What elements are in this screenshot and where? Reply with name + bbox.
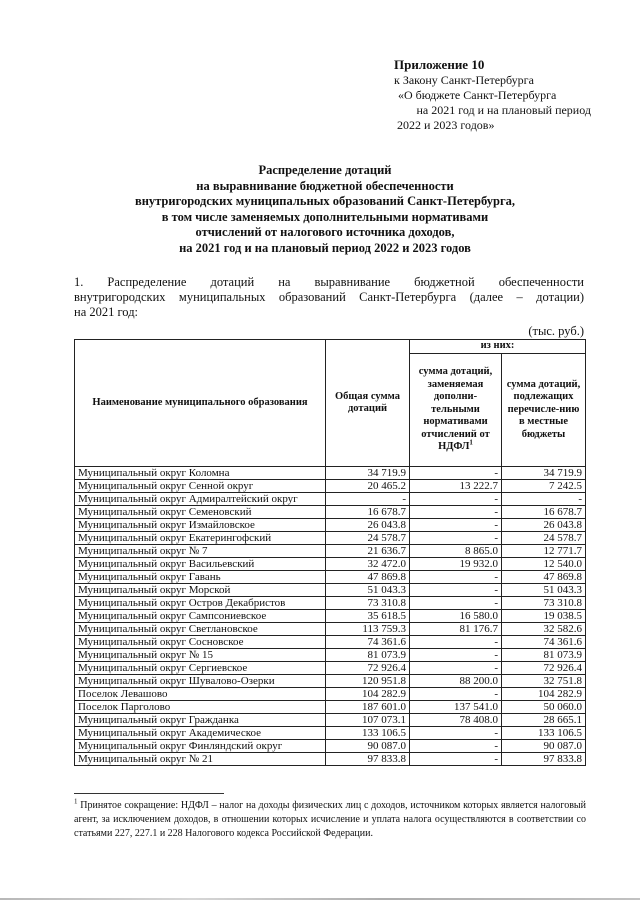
table-row [75,493,586,506]
table-row [75,610,586,623]
title-line: Распределение дотаций [258,163,392,177]
cell-transfer: - [502,493,586,506]
cell-transfer: 104 282.9 [502,688,586,701]
table-row [75,701,586,714]
cell-total: 120 951.8 [326,675,410,688]
title-line: в том числе заменяемых дополнительными нормативами [161,209,489,224]
cell-transfer: 72 926.4 [502,662,586,675]
header-of-which: из них: [410,340,586,354]
header-transfer: сумма дотаций, подлежащих перечисле-нию в местные бюджеты [502,354,586,467]
cell-replaced: - [410,493,502,506]
section-intro [74,275,584,320]
cell-replaced: - [410,740,502,753]
cell-total: - [326,493,410,506]
cell-transfer: 12 540.0 [502,558,586,571]
header-replaced-text: сумма дотаций, заменяемая дополни-тельными нормативами отчислений от НДФЛ [418,366,493,453]
cell-transfer: 73 310.8 [502,597,586,610]
cell-transfer: 32 582.6 [502,623,586,636]
cell-transfer: 51 043.3 [502,584,586,597]
header-total: Общая сумма дотаций [326,340,410,467]
cell-transfer: 16 678.7 [502,506,586,519]
table-row [75,506,586,519]
cell-name: Муниципальный округ № 15 [75,649,326,662]
cell-name: Поселок Парголово [75,701,326,714]
cell-replaced: - [410,571,502,584]
cell-name: Муниципальный округ Васильевский [75,558,326,571]
appendix-doc: «О бюджете Санкт-Петербурга [398,88,557,102]
cell-name: Муниципальный округ Адмиралтейский округ [75,493,326,506]
appendix-title: Приложение 10 [394,57,485,72]
footnote-mark: 1 [74,797,78,806]
cell-replaced: - [410,597,502,610]
table-body [75,467,586,766]
cell-replaced: 16 580.0 [410,610,502,623]
table-row [75,480,586,493]
table-row [75,623,586,636]
cell-replaced: 8 865.0 [410,545,502,558]
cell-transfer: 26 043.8 [502,519,586,532]
cell-replaced: 88 200.0 [410,675,502,688]
cell-name: Муниципальный округ Шувалово-Озерки [75,675,326,688]
table-row [75,584,586,597]
cell-total: 72 926.4 [326,662,410,675]
cell-replaced: 78 408.0 [410,714,502,727]
appendix-years: 2022 и 2023 годов» [397,118,495,132]
cell-name: Муниципальный округ Сосновское [75,636,326,649]
cell-replaced: - [410,506,502,519]
cell-name: Муниципальный округ Академическое [75,727,326,740]
cell-transfer: 19 038.5 [502,610,586,623]
title-line: внутригородских муниципальных образований Санкт-Петербурга, [134,194,516,208]
footnote-text: Принятое сокращение: НДФЛ – налог на доходы физических лиц с доходов, источником которых является налоговый агент, за исключением доходов, в отношении которых исчисление и уплата налога осуществляются в соответствии со статьями 227, 227.1 и 228 Налогового кодекса Российской Федерации. [74,800,586,839]
cell-replaced: - [410,649,502,662]
cell-replaced: 81 176.7 [410,623,502,636]
cell-total: 51 043.3 [326,584,410,597]
cell-transfer: 24 578.7 [502,532,586,545]
cell-total: 21 636.7 [326,545,410,558]
cell-name: Муниципальный округ Семеновский [75,506,326,519]
table-row [75,636,586,649]
cell-name: Муниципальный округ № 21 [75,753,326,766]
cell-replaced: - [410,519,502,532]
cell-total: 97 833.8 [326,753,410,766]
unit-label: (тыс. руб.) [528,324,584,338]
table-row [75,740,586,753]
cell-name: Муниципальный округ Морской [75,584,326,597]
cell-name: Муниципальный округ Светлановское [75,623,326,636]
section-line: внутригородских муниципальных образований Санкт-Петербурга (далее – дотации) [74,290,584,304]
cell-replaced: - [410,636,502,649]
table-row [75,545,586,558]
cell-total: 20 465.2 [326,480,410,493]
cell-transfer: 47 869.8 [502,571,586,584]
cell-total: 32 472.0 [326,558,410,571]
cell-total: 107 073.1 [326,714,410,727]
cell-name: Муниципальный округ Сергиевское [75,662,326,675]
cell-name: Муниципальный округ Остров Декабристов [75,597,326,610]
cell-replaced: 19 932.0 [410,558,502,571]
cell-transfer: 7 242.5 [502,480,586,493]
cell-total: 113 759.3 [326,623,410,636]
cell-total: 47 869.8 [326,571,410,584]
cell-replaced: - [410,727,502,740]
appendix-block [394,57,609,133]
title-line: на выравнивание бюджетной обеспеченности [196,178,454,193]
table-row [75,727,586,740]
cell-total: 187 601.0 [326,701,410,714]
cell-total: 133 106.5 [326,727,410,740]
cell-name: Муниципальный округ Сенной округ [75,480,326,493]
cell-transfer: 74 361.6 [502,636,586,649]
cell-transfer: 32 751.8 [502,675,586,688]
title-line: отчислений от налогового источника доходов, [195,225,455,239]
cell-transfer: 97 833.8 [502,753,586,766]
cell-total: 35 618.5 [326,610,410,623]
cell-replaced: 137 541.0 [410,701,502,714]
table-row [75,675,586,688]
subsidies-table [74,339,586,766]
cell-transfer: 28 665.1 [502,714,586,727]
cell-replaced: - [410,688,502,701]
cell-transfer: 133 106.5 [502,727,586,740]
footnote [74,799,586,841]
appendix-period: на 2021 год и на плановый период [416,103,591,117]
cell-transfer: 81 073.9 [502,649,586,662]
cell-name: Муниципальный округ № 7 [75,545,326,558]
scan-edge-line [0,898,640,900]
cell-name: Муниципальный округ Гражданка [75,714,326,727]
cell-name: Муниципальный округ Сампсониевское [75,610,326,623]
section-line: 1. Распределение дотаций на выравнивание бюджетной обеспеченности [74,275,584,289]
cell-replaced: - [410,467,502,480]
table-row [75,532,586,545]
table-row [75,558,586,571]
title-line: на 2021 год и на плановый период 2022 и 2023 годов [179,240,471,255]
table-row [75,649,586,662]
table-row [75,688,586,701]
cell-transfer: 34 719.9 [502,467,586,480]
cell-total: 16 678.7 [326,506,410,519]
cell-name: Муниципальный округ Финляндский округ [75,740,326,753]
cell-replaced: - [410,753,502,766]
cell-replaced: - [410,662,502,675]
cell-total: 90 087.0 [326,740,410,753]
table-row [75,597,586,610]
cell-total: 26 043.8 [326,519,410,532]
cell-name: Муниципальный округ Измайловское [75,519,326,532]
cell-name: Муниципальный округ Гавань [75,571,326,584]
table-row [75,714,586,727]
cell-name: Муниципальный округ Коломна [75,467,326,480]
header-replaced [410,354,502,467]
cell-total: 24 578.7 [326,532,410,545]
cell-transfer: 12 771.7 [502,545,586,558]
table-row [75,571,586,584]
appendix-law: к Закону Санкт-Петербурга [394,73,534,87]
cell-name: Муниципальный округ Екатерингофский [75,532,326,545]
cell-total: 104 282.9 [326,688,410,701]
footnote-ref: 1 [469,438,473,447]
header-name: Наименование муниципального образования [75,340,326,467]
table-row [75,753,586,766]
cell-total: 74 361.6 [326,636,410,649]
cell-replaced: - [410,532,502,545]
cell-transfer: 90 087.0 [502,740,586,753]
footnote-divider [74,793,224,794]
cell-total: 34 719.9 [326,467,410,480]
table-row [75,467,586,480]
table-row [75,662,586,675]
document-title [70,163,580,256]
cell-total: 81 073.9 [326,649,410,662]
cell-transfer: 50 060.0 [502,701,586,714]
section-line: на 2021 год: [74,305,139,319]
cell-name: Поселок Левашово [75,688,326,701]
table-row [75,519,586,532]
cell-replaced: 13 222.7 [410,480,502,493]
cell-replaced: - [410,584,502,597]
cell-total: 73 310.8 [326,597,410,610]
